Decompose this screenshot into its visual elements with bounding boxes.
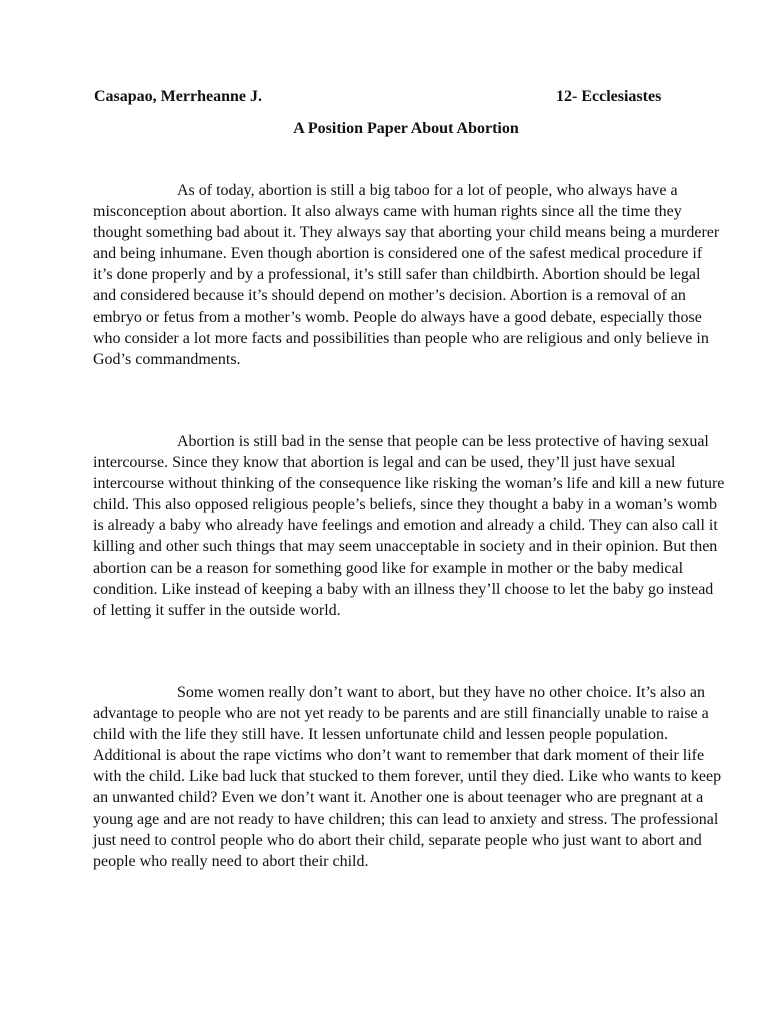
paragraph-2-container xyxy=(93,431,725,621)
document-header xyxy=(94,88,676,110)
paragraph-1: As of today, abortion is still a big taboo for a lot of people, who always have a misconception about abortion. It also always came with human rights since all the time they thought something bad about it. They always say that aborting your child means being a murderer and being inhumane. Even though abortion is considered one of the safest medical procedure if it’s done properly and by a professional, it’s still safer than childbirth. Abortion should be legal and considered because it’s should depend on mother’s decision. Abortion is a removal of an embryo or fetus from a mother’s womb. People do always have a good debate, especially those who consider a lot more facts and possibilities than people who are religious and only believe in God’s commandments. xyxy=(93,182,720,368)
paragraph-1-container xyxy=(93,180,725,370)
author-name: Casapao, Merrheanne J. xyxy=(94,88,262,105)
paragraph-3-container xyxy=(93,682,725,872)
paragraph-3: Some women really don’t want to abort, but they have no other choice. It’s also an advantage to people who are not yet ready to be parents and are still financially unable to raise a child with the life they still have. It lessen unfortunate child and lessen people population. Additional is about the rape victims who don’t want to remember that dark moment of their life with the child. Like bad luck that stucked to them forever, until they died. Like who wants to keep an unwanted child? Even we don’t want it. Another one is about teenager who are pregnant at a young age and are not ready to have children; this can lead to anxiety and stress. The professional just need to control people who do abort their child, separate people who just want to abort and people who really need to abort their child. xyxy=(93,684,722,870)
paragraph-2: Abortion is still bad in the sense that people can be less protective of having sexual intercourse. Since they know that abortion is legal and can be used, they’ll just have sexual intercourse without thinking of the consequence like risking the woman’s life and kill a new future child. This also opposed religious people’s beliefs, since they thought a baby in a woman’s womb is already a baby who already have feelings and emotion and already a child. They can also call it killing and other such things that may seem unacceptable in society and in their opinion. But then abortion can be a reason for something good like for example in mother or the baby medical condition. Like instead of keeping a baby with an illness they’ll choose to let the baby go instead of letting it suffer in the outside world. xyxy=(93,433,725,619)
class-section: 12- Ecclesiastes xyxy=(556,88,662,105)
document-title: A Position Paper About Abortion xyxy=(293,120,519,137)
